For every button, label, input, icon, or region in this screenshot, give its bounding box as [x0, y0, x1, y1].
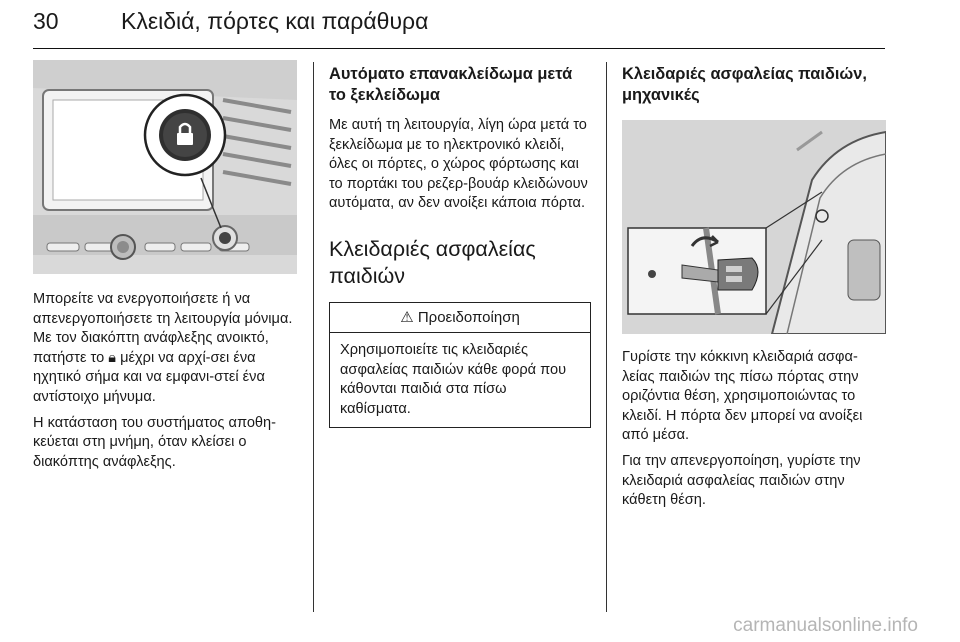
page-number: 30 — [33, 8, 59, 34]
memory-paragraph: Η κατάσταση του συστήματος αποθη-κεύεται στη μνήμη, όταν κλείσει ο διακόπτης ανάφλεξης. — [33, 414, 277, 470]
child-locks-heading: Κλειδαριές ασφαλείας παιδιών — [329, 236, 536, 288]
paragraph-text: Μπορείτε να ενεργοποιήσετε ή να απενεργοποιήσετε τη λειτουργία μόνιμα. Με τον διακόπτη ανάφλεξης ανοικτό, πατήστε το — [33, 291, 293, 366]
page-header — [33, 0, 885, 49]
warning-title: Προειδοποίηση — [417, 308, 520, 326]
child-lock-engage-paragraph: Γυρίστε την κόκκινη κλειδαριά ασφα-λείας παιδιών της πίσω πόρτας στην οριζόντια θέση, χρησιμοποιώντας το κλειδί. Η πόρτα δεν μπορεί να ανοίξει από μέσα. — [622, 349, 863, 444]
column-divider — [606, 62, 607, 612]
page-title: Κλειδιά, πόρτες και παράθυρα — [121, 8, 429, 34]
lock-icon: 🔒︎ — [108, 349, 117, 366]
warning-triangle-icon: ⚠ — [400, 308, 414, 326]
auto-relock-heading: Αυτόματο επανακλείδωμα μετά το ξεκλείδωμα — [329, 65, 573, 104]
column-2 — [329, 60, 591, 428]
warning-header — [330, 303, 590, 333]
column-3 — [622, 60, 886, 517]
column-divider — [313, 62, 314, 612]
watermark: carmanualsonline.info — [733, 615, 918, 636]
column-1 — [33, 60, 297, 478]
warning-text: Χρησιμοποιείτε τις κλειδαριές ασφαλείας παιδιών κάθε φορά που κάθονται παιδιά στα πίσω καθίσματα. — [340, 341, 567, 417]
lock-function-paragraph — [33, 290, 297, 408]
auto-relock-paragraph: Με αυτή τη λειτουργία, λίγη ώρα μετά το ξεκλείδωμα με το ηλεκτρονικό κλειδί, όλες οι πόρτες, ο χώρος φόρτωσης και το πορτάκι του ρεζερ-βουάρ κλειδώνουν αυτόματα, αν δεν ανοίξει κάποια πόρτα. — [329, 117, 588, 212]
child-lock-disengage-paragraph: Για την απενεργοποίηση, γυρίστε την κλειδαριά ασφαλείας παιδιών στην κάθετη θέση. — [622, 452, 861, 509]
dashboard-lock-button-illustration — [33, 60, 297, 274]
paragraph-text: μέχρι να αρχί-σει ένα ηχητικό σήμα και να εμφανι-στεί ένα αντίστοιχο μήνυμα. — [33, 349, 265, 405]
door-child-lock-illustration — [622, 120, 886, 334]
warning-box — [329, 302, 591, 428]
mechanical-child-locks-heading: Κλειδαριές ασφαλείας παιδιών, μηχανικές — [622, 65, 867, 104]
